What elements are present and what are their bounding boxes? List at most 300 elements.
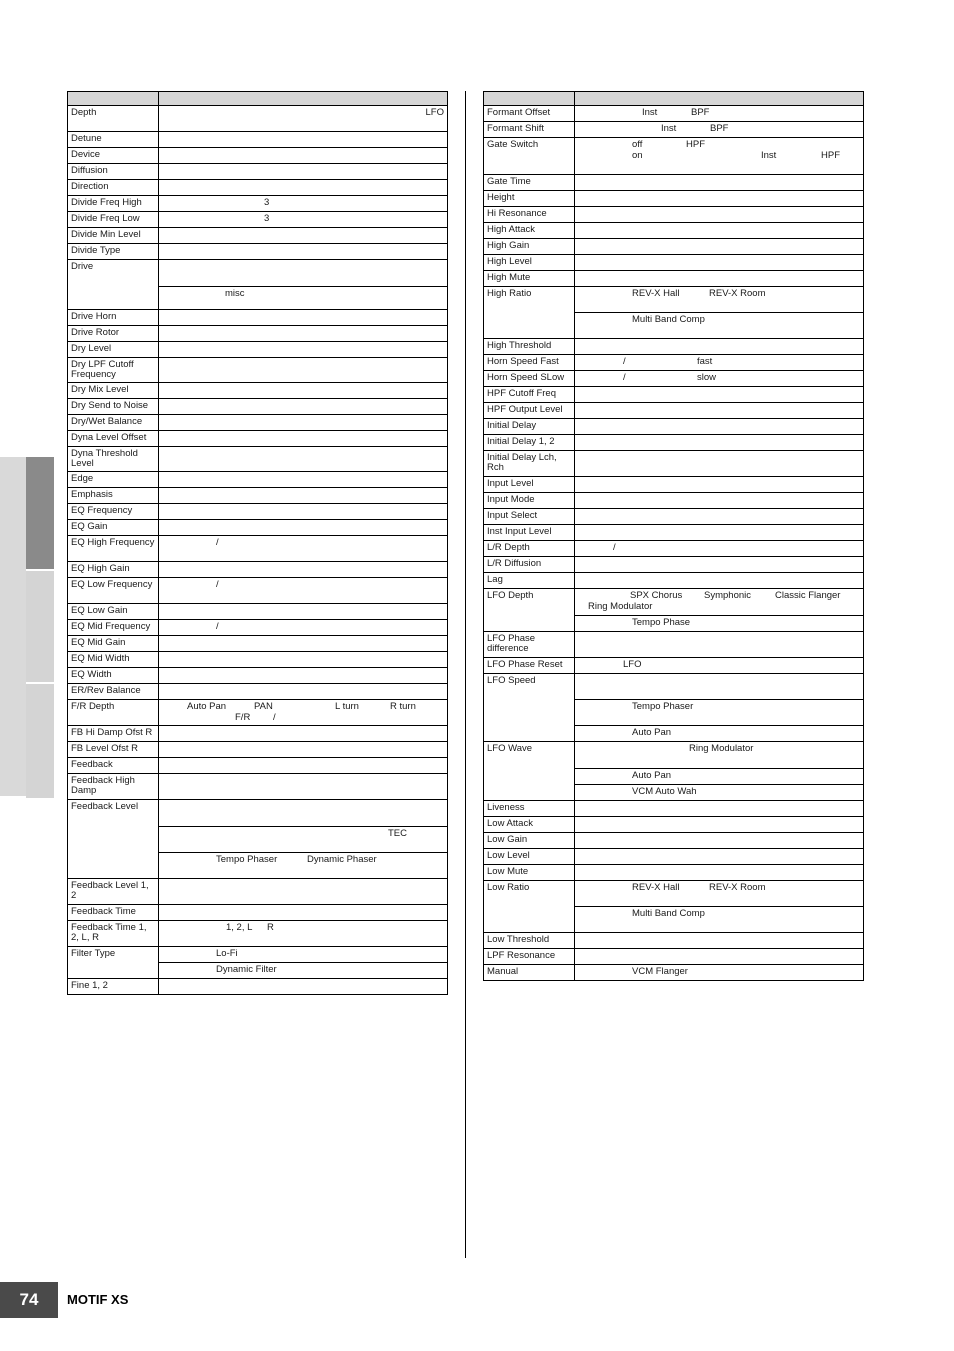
parameter-name: EQ Mid Gain (68, 636, 159, 652)
description-fragment: L turn (335, 701, 359, 712)
table-row (68, 758, 448, 774)
description-fragment: Multi Band Comp (632, 314, 705, 325)
parameter-description (575, 403, 864, 419)
parameter-description (575, 387, 864, 403)
table-row (484, 493, 864, 509)
description-fragment: Symphonic (704, 590, 751, 601)
parameter-description (159, 196, 448, 212)
brand-label: MOTIF XS (67, 1292, 129, 1307)
table-row (484, 451, 864, 477)
parameter-description (159, 758, 448, 774)
parameter-description (159, 244, 448, 260)
table-row (68, 504, 448, 520)
parameter-description (575, 849, 864, 865)
table-row (68, 947, 448, 963)
parameter-description (575, 271, 864, 287)
parameter-name: Dry LPF Cutoff Frequency (68, 358, 159, 383)
parameter-name: LFO Phase Reset (484, 658, 575, 674)
parameter-name: Detune (68, 132, 159, 148)
description-fragment: / (273, 712, 276, 723)
parameter-description (575, 122, 864, 138)
parameter-description (575, 106, 864, 122)
table-row (68, 578, 448, 604)
parameter-description (575, 509, 864, 525)
description-fragment: misc (225, 288, 245, 299)
parameter-description (575, 313, 864, 339)
table-row (484, 191, 864, 207)
description-fragment: off (632, 139, 643, 150)
table-row (68, 488, 448, 504)
side-tab-2[interactable] (26, 569, 54, 684)
parameter-name: Dry Level (68, 342, 159, 358)
table-row (484, 239, 864, 255)
parameter-description (159, 260, 448, 287)
parameter-description (575, 207, 864, 223)
parameter-description (575, 865, 864, 881)
parameter-name: Filter Type (68, 947, 159, 979)
parameter-description (159, 536, 448, 562)
parameter-description (159, 562, 448, 578)
table-row (68, 684, 448, 700)
table-row (68, 879, 448, 905)
table-row (68, 774, 448, 800)
table-row (484, 632, 864, 658)
parameter-description (159, 879, 448, 905)
parameter-name: LPF Resonance (484, 949, 575, 965)
parameter-description (575, 700, 864, 726)
parameter-description (575, 801, 864, 817)
table-row (484, 477, 864, 493)
parameter-name: Depth (68, 106, 159, 132)
parameter-description (159, 520, 448, 536)
parameter-name: Formant Shift (484, 122, 575, 138)
parameter-description (575, 239, 864, 255)
parameter-name: EQ High Gain (68, 562, 159, 578)
description-fragment: Inst (642, 107, 658, 118)
table-row (68, 180, 448, 196)
description-fragment: BPF (691, 107, 710, 118)
parameter-description (575, 525, 864, 541)
parameter-name: Feedback Time 1, 2, L, R (68, 921, 159, 947)
parameter-description (575, 255, 864, 271)
parameter-description (159, 979, 448, 995)
description-fragment: TEC (388, 828, 407, 839)
parameter-name: Dyna Threshold Level (68, 447, 159, 472)
table-row (484, 949, 864, 965)
parameter-name: Low Attack (484, 817, 575, 833)
table-row (484, 658, 864, 674)
table-row (484, 965, 864, 981)
parameter-name: Divide Freq High (68, 196, 159, 212)
parameter-description (575, 175, 864, 191)
parameter-description (575, 451, 864, 477)
parameter-description (575, 769, 864, 785)
column-divider (465, 91, 466, 1258)
table-row (68, 447, 448, 472)
parameter-name: High Attack (484, 223, 575, 239)
description-fragment: VCM Flanger (632, 966, 688, 977)
table-header-row (68, 92, 448, 106)
parameter-name: High Mute (484, 271, 575, 287)
right-parameter-table (483, 91, 864, 981)
parameter-description (575, 785, 864, 801)
parameter-name: Drive Rotor (68, 326, 159, 342)
table-row (484, 138, 864, 175)
parameter-name: FB Hi Damp Ofst R (68, 726, 159, 742)
table-row (68, 399, 448, 415)
parameter-description (575, 965, 864, 981)
parameter-name: Low Level (484, 849, 575, 865)
description-fragment: / (623, 372, 626, 383)
parameter-name: Direction (68, 180, 159, 196)
table-row (484, 589, 864, 616)
table-row (484, 207, 864, 223)
table-row (484, 881, 864, 907)
table-row (484, 817, 864, 833)
table-row (484, 255, 864, 271)
table-row (68, 244, 448, 260)
parameter-description (159, 342, 448, 358)
parameter-description (159, 287, 448, 310)
table-row (484, 106, 864, 122)
parameter-name: Initial Delay (484, 419, 575, 435)
parameter-name: LFO Phase difference (484, 632, 575, 658)
parameter-name: Initial Delay Lch, Rch (484, 451, 575, 477)
description-fragment: / (613, 542, 616, 553)
parameter-description (575, 726, 864, 742)
description-fragment: 1, 2, L (226, 922, 253, 933)
description-fragment: REV-X Hall (632, 882, 680, 893)
parameter-name: Emphasis (68, 488, 159, 504)
parameter-name: Gate Switch (484, 138, 575, 175)
table-row (68, 132, 448, 148)
parameter-description (159, 700, 448, 726)
parameter-description (159, 742, 448, 758)
table-row (484, 674, 864, 700)
parameter-description (575, 371, 864, 387)
table-header-row (484, 92, 864, 106)
description-fragment: VCM Auto Wah (632, 786, 697, 797)
parameter-name: Diffusion (68, 164, 159, 180)
table-row (68, 700, 448, 726)
parameter-name: Edge (68, 472, 159, 488)
side-tab-active[interactable] (26, 457, 54, 569)
table-row (68, 921, 448, 947)
table-row (484, 525, 864, 541)
description-fragment: slow (697, 372, 717, 383)
parameter-description (159, 488, 448, 504)
parameter-description (159, 326, 448, 342)
parameter-description (575, 138, 864, 175)
table-row (484, 849, 864, 865)
parameter-description (159, 504, 448, 520)
table-row (68, 472, 448, 488)
parameter-name: Gate Time (484, 175, 575, 191)
table-row (484, 371, 864, 387)
parameter-description (575, 557, 864, 573)
parameter-description (575, 541, 864, 557)
parameter-description (575, 833, 864, 849)
parameter-name: Feedback Time (68, 905, 159, 921)
parameter-name: Feedback Level (68, 800, 159, 879)
parameter-description (159, 684, 448, 700)
description-fragment: R turn (390, 701, 416, 712)
parameter-name: Liveness (484, 801, 575, 817)
parameter-description (575, 817, 864, 833)
parameter-description (159, 668, 448, 684)
table-row (68, 260, 448, 287)
parameter-description (575, 223, 864, 239)
parameter-name: Fine 1, 2 (68, 979, 159, 995)
table-row (68, 342, 448, 358)
parameter-description (575, 339, 864, 355)
parameter-description (575, 658, 864, 674)
parameter-description (159, 164, 448, 180)
parameter-name: EQ Frequency (68, 504, 159, 520)
parameter-description (159, 636, 448, 652)
table-row (484, 271, 864, 287)
table-row (68, 148, 448, 164)
parameter-description (159, 431, 448, 447)
description-fragment: SPX Chorus (630, 590, 683, 601)
parameter-name: Horn Speed Fast (484, 355, 575, 371)
parameter-name: Divide Min Level (68, 228, 159, 244)
table-row (68, 164, 448, 180)
parameter-description (159, 132, 448, 148)
parameter-description (575, 355, 864, 371)
description-fragment: LFO (425, 107, 444, 118)
parameter-description (159, 963, 448, 979)
table-row (484, 801, 864, 817)
description-fragment: Dynamic Filter (216, 964, 277, 975)
table-row (484, 287, 864, 313)
parameter-description (575, 573, 864, 589)
parameter-name: EQ Mid Width (68, 652, 159, 668)
parameter-description (575, 287, 864, 313)
parameter-description (159, 853, 448, 879)
description-fragment: Inst (761, 150, 777, 161)
parameter-name: EQ High Frequency (68, 536, 159, 562)
parameter-description (159, 383, 448, 399)
table-row (68, 536, 448, 562)
description-fragment: R (267, 922, 274, 933)
parameter-name: Feedback High Damp (68, 774, 159, 800)
table-row (484, 742, 864, 769)
parameter-name: Divide Type (68, 244, 159, 260)
parameter-name: ER/Rev Balance (68, 684, 159, 700)
parameter-name: Inst Input Level (484, 525, 575, 541)
parameter-name: L/R Depth (484, 541, 575, 557)
parameter-name: Low Gain (484, 833, 575, 849)
description-fragment: PAN (254, 701, 273, 712)
description-fragment: Ring Modulator (588, 601, 653, 612)
parameter-name: Dyna Level Offset (68, 431, 159, 447)
parameter-name: EQ Gain (68, 520, 159, 536)
table-row (484, 387, 864, 403)
parameter-name: Input Level (484, 477, 575, 493)
table-row (484, 509, 864, 525)
table-row (68, 800, 448, 827)
parameter-description (575, 419, 864, 435)
parameter-description (159, 472, 448, 488)
parameter-description (159, 905, 448, 921)
table-row (484, 403, 864, 419)
table-row (68, 196, 448, 212)
description-fragment: on (632, 150, 643, 161)
table-row (68, 636, 448, 652)
parameter-name: EQ Mid Frequency (68, 620, 159, 636)
table-row (484, 175, 864, 191)
table-row (68, 668, 448, 684)
parameter-name: High Threshold (484, 339, 575, 355)
parameter-description (159, 399, 448, 415)
description-fragment: F/R (235, 712, 251, 723)
table-row (68, 652, 448, 668)
parameter-name: Height (484, 191, 575, 207)
parameter-name: Feedback Level 1, 2 (68, 879, 159, 905)
table-row (68, 742, 448, 758)
table-row (484, 933, 864, 949)
parameter-name: L/R Diffusion (484, 557, 575, 573)
table-row (68, 726, 448, 742)
description-fragment: REV-X Room (709, 288, 766, 299)
parameter-description (575, 191, 864, 207)
table-row (68, 415, 448, 431)
parameter-name: EQ Low Gain (68, 604, 159, 620)
description-fragment: Auto Pan (187, 701, 227, 712)
parameter-name: Feedback (68, 758, 159, 774)
description-fragment: Tempo Phaser (632, 701, 694, 712)
table-row (68, 562, 448, 578)
description-fragment: fast (697, 356, 713, 367)
table-row (68, 228, 448, 244)
parameter-name: Manual (484, 965, 575, 981)
description-fragment: / (216, 537, 219, 548)
parameter-name: Low Ratio (484, 881, 575, 933)
parameter-name: Dry/Wet Balance (68, 415, 159, 431)
parameter-description (159, 212, 448, 228)
parameter-name: HPF Output Level (484, 403, 575, 419)
parameter-name: Hi Resonance (484, 207, 575, 223)
description-fragment: Tempo Phase (632, 617, 691, 628)
table-row (68, 310, 448, 326)
description-fragment: Classic Flanger (775, 590, 841, 601)
parameter-description (159, 726, 448, 742)
page-number: 74 (0, 1282, 58, 1318)
table-row (484, 339, 864, 355)
table-row (68, 212, 448, 228)
parameter-description (575, 933, 864, 949)
parameter-description (575, 881, 864, 907)
table-row (484, 223, 864, 239)
parameter-description (159, 358, 448, 383)
description-fragment: Ring Modulator (689, 743, 754, 754)
description-fragment: HPF (686, 139, 705, 150)
description-fragment: / (216, 579, 219, 590)
parameter-name: Low Threshold (484, 933, 575, 949)
parameter-name: Initial Delay 1, 2 (484, 435, 575, 451)
description-fragment: HPF (821, 150, 840, 161)
table-row (68, 905, 448, 921)
parameter-description (159, 604, 448, 620)
table-row (484, 122, 864, 138)
parameter-name: Drive Horn (68, 310, 159, 326)
table-row (68, 358, 448, 383)
parameter-description (575, 907, 864, 933)
parameter-description (159, 228, 448, 244)
parameter-description (575, 742, 864, 769)
table-row (484, 557, 864, 573)
table-row (484, 573, 864, 589)
parameter-name: F/R Depth (68, 700, 159, 726)
parameter-name: FB Level Ofst R (68, 742, 159, 758)
description-fragment: BPF (710, 123, 729, 134)
parameter-description (575, 477, 864, 493)
table-row (484, 355, 864, 371)
parameter-description (575, 589, 864, 616)
description-fragment: LFO (623, 659, 642, 670)
left-parameter-table (67, 91, 448, 995)
table-row (484, 865, 864, 881)
description-fragment: Tempo Phaser (216, 854, 278, 865)
description-fragment: Auto Pan (632, 770, 672, 781)
side-tab-3[interactable] (26, 682, 54, 798)
description-fragment: Lo-Fi (216, 948, 238, 959)
parameter-name: Dry Send to Noise (68, 399, 159, 415)
parameter-description (575, 674, 864, 700)
parameter-description (575, 435, 864, 451)
description-fragment: REV-X Room (709, 882, 766, 893)
parameter-name: Device (68, 148, 159, 164)
parameter-name: Input Mode (484, 493, 575, 509)
table-row (68, 383, 448, 399)
parameter-description (159, 310, 448, 326)
parameter-name: Dry Mix Level (68, 383, 159, 399)
parameter-description (159, 774, 448, 800)
table-row (68, 431, 448, 447)
table-row (484, 419, 864, 435)
description-fragment: Inst (661, 123, 677, 134)
table-row (68, 106, 448, 132)
parameter-name: LFO Wave (484, 742, 575, 801)
parameter-name: Formant Offset (484, 106, 575, 122)
parameter-description (159, 447, 448, 472)
table-row (68, 604, 448, 620)
parameter-description (159, 148, 448, 164)
parameter-name: EQ Width (68, 668, 159, 684)
parameter-description (159, 652, 448, 668)
description-fragment: Auto Pan (632, 727, 672, 738)
parameter-name: Horn Speed SLow (484, 371, 575, 387)
description-fragment: 3 (264, 197, 270, 208)
description-fragment: REV-X Hall (632, 288, 680, 299)
parameter-name: LFO Speed (484, 674, 575, 742)
parameter-name: HPF Cutoff Freq (484, 387, 575, 403)
table-row (484, 833, 864, 849)
parameter-description (575, 493, 864, 509)
parameter-name: Low Mute (484, 865, 575, 881)
parameter-name: High Ratio (484, 287, 575, 339)
parameter-description (575, 949, 864, 965)
description-fragment: Dynamic Phaser (307, 854, 377, 865)
description-fragment: / (623, 356, 626, 367)
table-row (68, 979, 448, 995)
parameter-name: High Gain (484, 239, 575, 255)
table-row (68, 520, 448, 536)
parameter-description (159, 947, 448, 963)
description-fragment: 3 (264, 213, 270, 224)
table-row (68, 326, 448, 342)
